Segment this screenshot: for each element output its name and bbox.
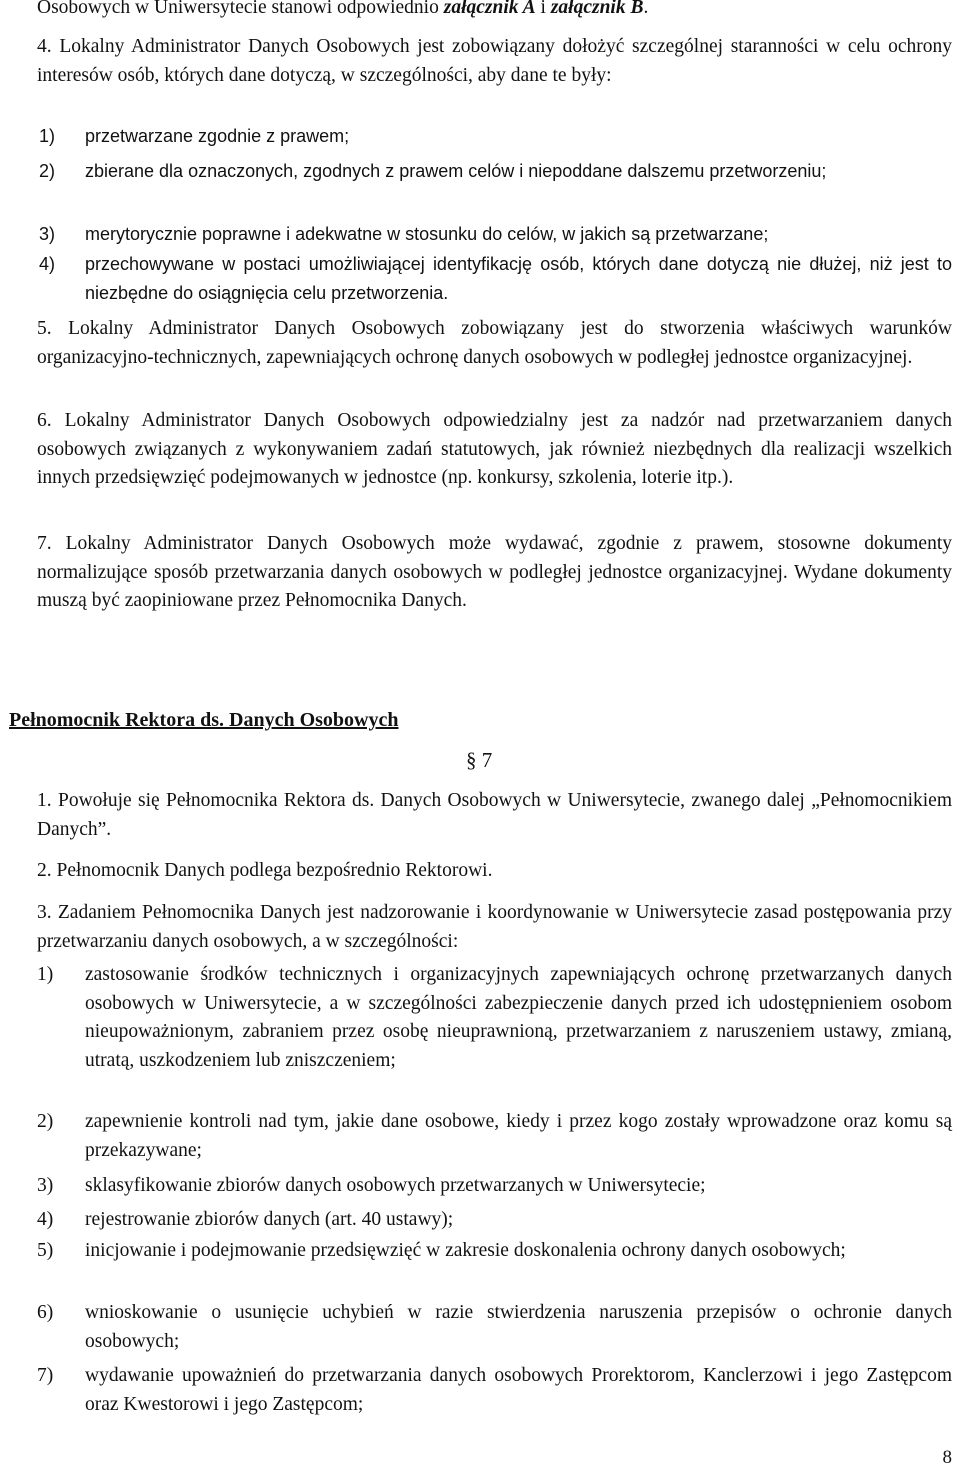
list-item-text: przechowywane w postaci umożliwiającej identyfikację osób, których dane dotyczą nie dłużej, niż jest to niezbędne do osiągnięcia celu przetworzenia. bbox=[85, 254, 952, 303]
list-item bbox=[37, 961, 952, 1075]
paragraph-number: 6. bbox=[37, 410, 52, 431]
list-item-number: 4) bbox=[37, 1209, 54, 1230]
section-heading: Pełnomocnik Rektora ds. Danych Osobowych bbox=[9, 709, 399, 731]
intro-text-before: Osobowych w Uniwersytecie stanowi odpowiednio bbox=[37, 0, 444, 18]
page-number: 8 bbox=[942, 1447, 952, 1468]
list-item-number: 1) bbox=[39, 126, 56, 146]
paragraph-3 bbox=[37, 899, 952, 956]
paragraph-4 bbox=[37, 33, 952, 90]
paragraph-number: 3. bbox=[37, 902, 52, 923]
list-item bbox=[37, 1362, 952, 1419]
list-item-text: zbierane dla oznaczonych, zgodnych z prawem celów i niepoddane dalszemu przetworzeniu; bbox=[85, 161, 827, 181]
paragraph-text: Lokalny Administrator Danych Osobowych może wydawać, zgodnie z prawem, stosowne dokumenty normalizujące sposób przetwarzania danych osobowych w podległej jednostce organizacyjnej. Wydane dokumenty muszą być zaopiniowane przez Pełnomocnika Danych. bbox=[37, 533, 952, 611]
list-item-text: wydawanie upoważnień do przetwarzania danych osobowych Prorektorom, Kanclerzowi i jego Zastępcom oraz Kwestorowi i jego Zastępcom; bbox=[85, 1365, 952, 1415]
paragraph-number: 1. bbox=[37, 790, 52, 811]
list-item-text: inicjowanie i podejmowanie przedsięwzięć w zakresie doskonalenia ochrony danych osobowych; bbox=[85, 1240, 846, 1261]
list-item bbox=[37, 1237, 952, 1266]
paragraph-6 bbox=[37, 407, 952, 493]
list-item-text: merytorycznie poprawne i adekwatne w stosunku do celów, w jakich są przetwarzane; bbox=[85, 224, 769, 244]
list-item bbox=[37, 1108, 952, 1165]
paragraph-text: Pełnomocnik Danych podlega bezpośrednio Rektorowi. bbox=[56, 860, 493, 881]
paragraph-text: Lokalny Administrator Danych Osobowych jest zobowiązany dołożyć szczególnej staranności w celu ochrony interesów osób, których dane dotyczą, w szczególności, aby dane te były: bbox=[37, 36, 953, 86]
paragraph-number: 2. bbox=[37, 860, 52, 881]
list-item bbox=[37, 1206, 952, 1235]
annex-b: załącznik B bbox=[550, 0, 644, 18]
intro-text-after: . bbox=[643, 0, 649, 18]
list-item bbox=[39, 157, 952, 186]
list-item bbox=[39, 122, 952, 151]
intro-text-mid: i bbox=[535, 0, 551, 18]
list-item-number: 4) bbox=[39, 254, 56, 274]
paragraph-number: 4. bbox=[37, 36, 52, 57]
list-item-text: zapewnienie kontroli nad tym, jakie dane osobowe, kiedy i przez kogo zostały wprowadzone oraz komu są przekazywane; bbox=[85, 1111, 952, 1161]
list-item-text: sklasyfikowanie zbiorów danych osobowych przetwarzanych w Uniwersytecie; bbox=[85, 1175, 706, 1196]
list-item-text: zastosowanie środków technicznych i organizacyjnych zapewniających ochronę przetwarzanych danych osobowych w Uniwersytecie, a w szczególności zabezpieczenie danych przed ich udostępnieniem osobom nieupoważnionym, zabraniem przez osobę nieuprawnioną, przetwarzaniem z naruszeniem ustawy, zmianą, utratą, uszkodzeniem lub zniszczeniem; bbox=[85, 964, 952, 1071]
list-item-text: wnioskowanie o usunięcie uchybień w razie stwierdzenia naruszenia przepisów o ochronie danych osobowych; bbox=[85, 1302, 952, 1352]
list-item-number: 3) bbox=[37, 1175, 54, 1196]
paragraph-5 bbox=[37, 315, 952, 372]
paragraph-sign: § 7 bbox=[466, 748, 493, 772]
list-item-text: przetwarzane zgodnie z prawem; bbox=[85, 126, 350, 146]
intro-line bbox=[37, 0, 952, 23]
paragraph-7 bbox=[37, 530, 952, 616]
list-item-number: 2) bbox=[37, 1111, 54, 1132]
list-item bbox=[39, 220, 952, 249]
paragraph-2 bbox=[37, 857, 952, 886]
list-item-number: 2) bbox=[39, 161, 56, 181]
list-item bbox=[37, 1172, 952, 1201]
list-item bbox=[39, 250, 952, 307]
list-item-number: 7) bbox=[37, 1365, 54, 1386]
list-item-number: 3) bbox=[39, 224, 56, 244]
paragraph-text: Powołuje się Pełnomocnika Rektora ds. Danych Osobowych w Uniwersytecie, zwanego dalej „Pełnomocnikiem Danych”. bbox=[37, 790, 953, 840]
list-item-number: 6) bbox=[37, 1302, 54, 1323]
list-item-number: 5) bbox=[37, 1240, 54, 1261]
paragraph-text: Lokalny Administrator Danych Osobowych odpowiedzialny jest za nadzór nad przetwarzaniem danych osobowych związanych z wykonywaniem zadań statutowych, jak również niezbędnych dla realizacji wszelkich innych przedsięwzięć podejmowanych w jednostce (np. konkursy, szkolenia, loterie itp.). bbox=[37, 410, 952, 488]
list-item-number: 1) bbox=[37, 964, 54, 985]
list-item bbox=[37, 1299, 952, 1356]
paragraph-number: 5. bbox=[37, 318, 52, 339]
list-item-text: rejestrowanie zbiorów danych (art. 40 ustawy); bbox=[85, 1209, 454, 1230]
annex-a: załącznik A bbox=[443, 0, 536, 18]
paragraph-text: Zadaniem Pełnomocnika Danych jest nadzorowanie i koordynowanie w Uniwersytecie zasad postępowania przy przetwarzaniu danych osobowych, a w szczególności: bbox=[37, 902, 952, 952]
paragraph-number: 7. bbox=[37, 533, 52, 554]
paragraph-1 bbox=[37, 787, 952, 844]
paragraph-text: Lokalny Administrator Danych Osobowych zobowiązany jest do stworzenia właściwych warunków organizacyjno-technicznych, zapewniających ochronę danych osobowych w podległej jednostce organizacyjnej. bbox=[37, 318, 952, 368]
